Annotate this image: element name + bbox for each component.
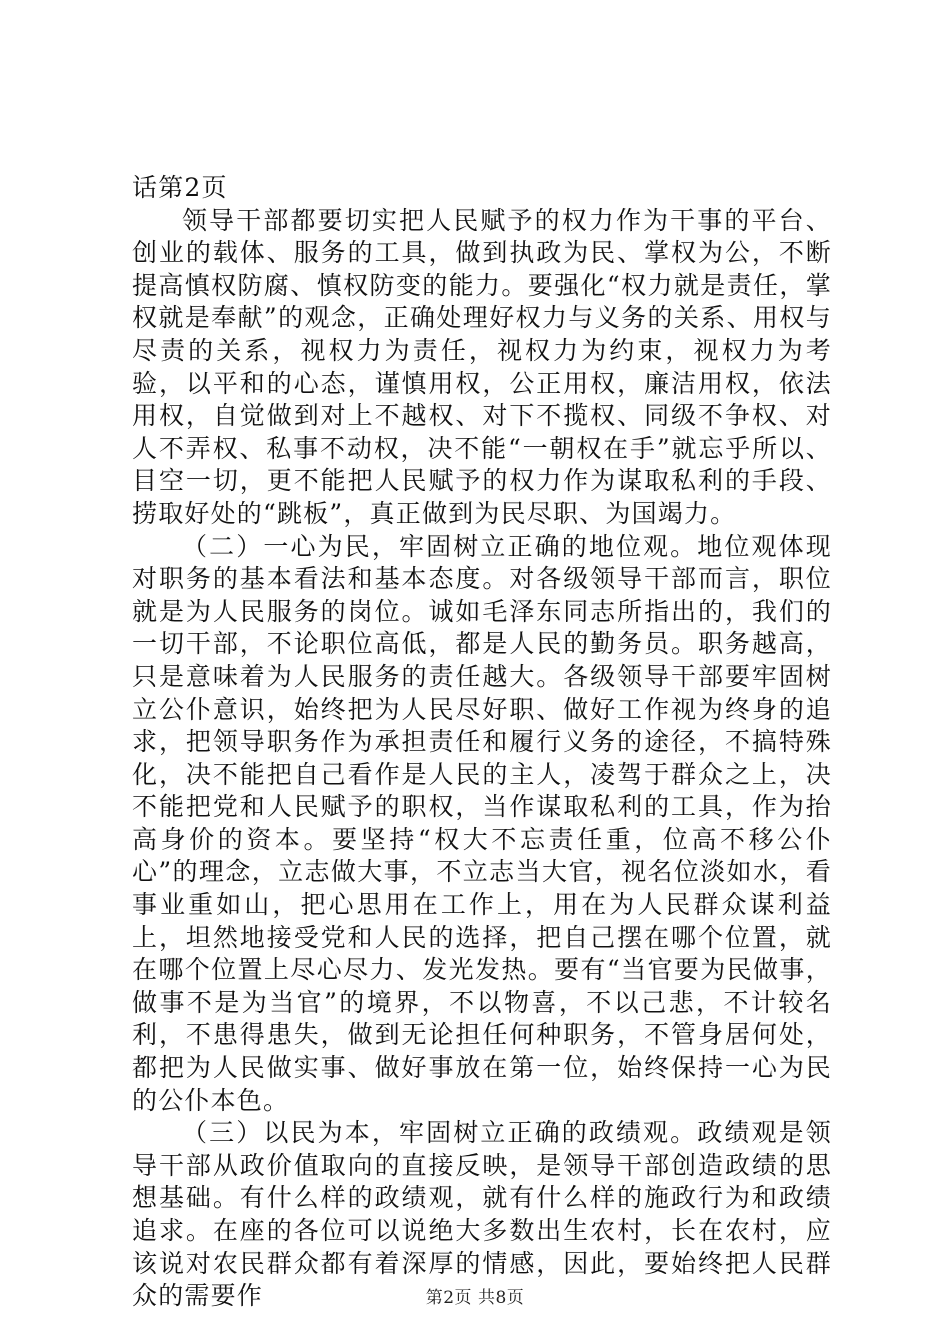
paragraph-achievement-view: （三）以民为本，牢固树立正确的政绩观。政绩观是领导干部从政价值取向的直接反映，是领导干部创造政绩的思想基础。有什么样的政绩观，就有什么样的施政行为和政绩追求。在座的各位可以说绝大多数出生农村，长在农村，应该说对农民群众都有着深厚的情感，因此，要始终把人民群众的需要作 xyxy=(132,1118,832,1311)
paragraph-power-view: 领导干部都要切实把人民赋予的权力作为干事的平台、创业的载体、服务的工具，做到执政为民、掌权为公，不断提高慎权防腐、慎权防变的能力。要强化“权力就是责任，掌权就是奉献”的观念，正确处理好权力与义务的关系、用权与尽责的关系，视权力为责任，视权力为约束，视权力为考验，以平和的心态，谨慎用权，公正用权，廉洁用权，依法用权，自觉做到对上不越权、对下不揽权、同级不争权、对人不弄权、私事不动权，决不能“一朝权在手”就忘乎所以、目空一切，更不能把人民赋予的权力作为谋取私利的手段、捞取好处的“跳板”，真正做到为民尽职、为国竭力。 xyxy=(132,205,832,528)
page-footer: 第2页 共8页 xyxy=(425,1288,525,1308)
continued-line: 话第2页 xyxy=(132,173,228,202)
document-body xyxy=(132,172,832,1313)
paragraph-status-view: （二）一心为民，牢固树立正确的地位观。地位观体现对职务的基本看法和基本态度。对各级领导干部而言，职位就是为人民服务的岗位。诚如毛泽东同志所指出的，我们的一切干部，不论职位高低，都是人民的勤务员。职务越高，只是意味着为人民服务的责任越大。各级领导干部要牢固树立公仆意识，始终把为人民尽好职、做好工作视为终身的追求，把领导职务作为承担责任和履行义务的途径，不搞特殊化，决不能把自己看作是人民的主人，凌驾于群众之上，决不能把党和人民赋予的职权，当作谋取私利的工具，作为抬高身价的资本。要坚持“权大不忘责任重，位高不移公仆心”的理念，立志做大事，不立志当大官，视名位淡如水，看事业重如山，把心思用在工作上，用在为人民群众谋利益上，坦然地接受党和人民的选择，把自己摆在哪个位置，就在哪个位置上尽心尽力、发光发热。要有“当官要为民做事，做事不是为当官”的境界，不以物喜，不以己悲，不计较名利，不患得患失，做到无论担任何种职务，不管身居何处，都把为人民做实事、做好事放在第一位，始终保持一心为民的公仆本色。 xyxy=(132,531,832,1115)
